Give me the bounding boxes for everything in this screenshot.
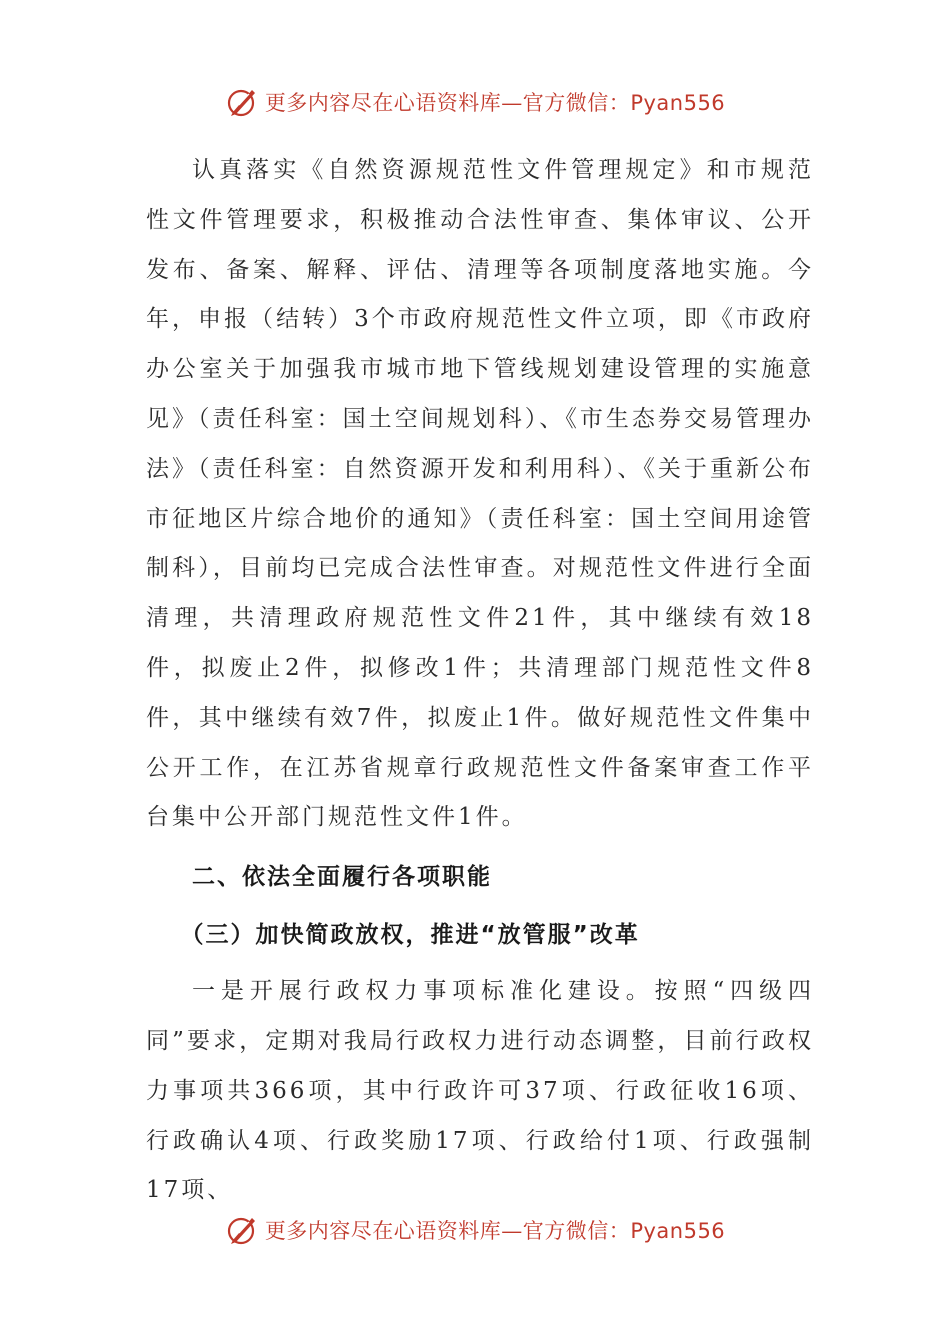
- quill-pen-logo-icon: [225, 85, 259, 119]
- subsection-heading: （三）加快简政放权，推进“放管服”改革: [180, 922, 640, 949]
- footer-watermark-banner: [0, 1208, 950, 1252]
- wechat-id: Pyan556: [630, 1219, 726, 1243]
- watermark-text: 更多内容尽在心语资料库—官方微信：Pyan556: [264, 91, 726, 115]
- quill-pen-logo-icon: [225, 1213, 259, 1247]
- section-heading: 二、依法全面履行各项职能: [192, 864, 492, 891]
- body-paragraph: 认真落实《自然资源规范性文件管理规定》和市规范性文件管理要求，积极推动合法性审查、集体审议、公开发布、备案、解释、评估、清理等各项制度落地实施。今年，申报（结转）3个市政府规范性文件立项，即《市政府办公室关于加强我市城市地下管线规划建设管理的实施意见》（责任科室：国土空间规划科）、《市生态券交易管理办法》（责任科室：自然资源开发和利用科）、《关于重新公布市征地区片综合地价的通知》（责任科室：国土空间用途管制科），目前均已完成合法性审查。对规范性文件进行全面清理，共清理政府规范性文件21件，其中继续有效18件，拟废止2件，拟修改1件；共清理部门规范性文件8件，其中继续有效7件，拟废止1件。做好规范性文件集中公开工作，在江苏省规章行政规范性文件备案审查工作平台集中公开部门规范性文件1件。: [146, 157, 814, 831]
- document-body: [146, 146, 814, 1216]
- watermark-text: 更多内容尽在心语资料库—官方微信：Pyan556: [264, 1219, 726, 1243]
- wechat-id: Pyan556: [630, 91, 726, 115]
- header-watermark-banner: [0, 80, 950, 124]
- body-paragraph: 一是开展行政权力事项标准化建设。按照“四级四同”要求，定期对我局行政权力进行动态调整，目前行政权力事项共366项，其中行政许可37项、行政征收16项、行政确认4项、行政奖励17项、行政给付1项、行政强制17项、: [146, 978, 814, 1204]
